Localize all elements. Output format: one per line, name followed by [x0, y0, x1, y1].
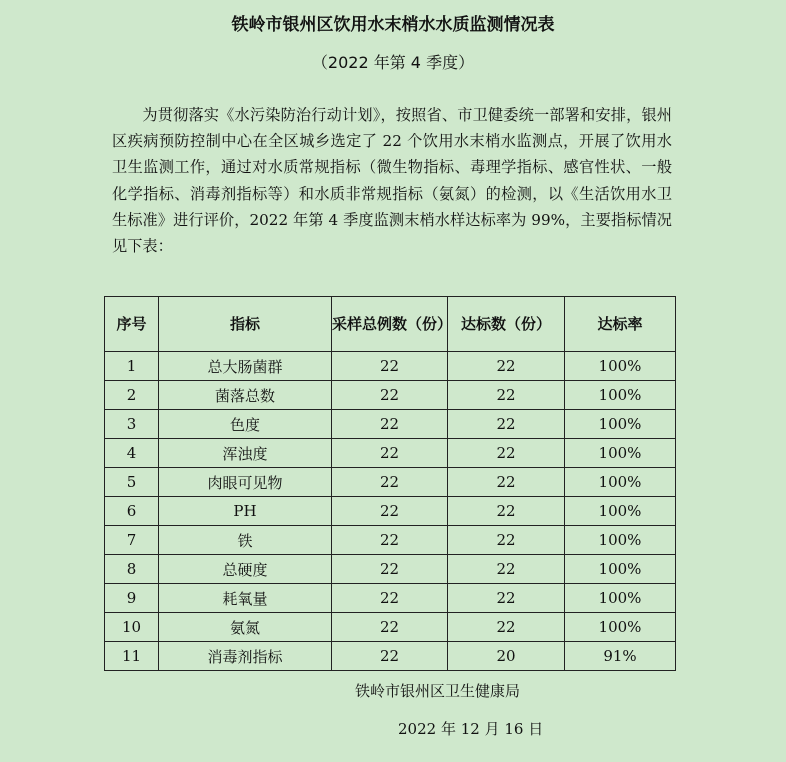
indicator-name: 铁	[159, 526, 332, 555]
passed-count: 22	[448, 410, 565, 439]
pass-rate: 100%	[565, 352, 676, 381]
indicator-name: 色度	[159, 410, 332, 439]
table-row	[105, 439, 676, 468]
document-title: 铁岭市银州区饮用水末梢水水质监测情况表	[231, 15, 555, 35]
indicator-name: PH	[159, 497, 332, 526]
row-number: 2	[105, 381, 159, 410]
sample-count: 22	[332, 410, 448, 439]
table-row	[105, 497, 676, 526]
indicator-name: 消毒剂指标	[159, 642, 332, 671]
table-row	[105, 613, 676, 642]
header-passed: 达标数（份）	[448, 297, 565, 352]
row-number: 5	[105, 468, 159, 497]
table-row	[105, 468, 676, 497]
row-number: 1	[105, 352, 159, 381]
sample-count: 22	[332, 642, 448, 671]
document-subtitle: （2022 年第 4 季度）	[311, 53, 475, 72]
pass-rate: 100%	[565, 584, 676, 613]
header-no: 序号	[105, 297, 159, 352]
header-indicator: 指标	[159, 297, 332, 352]
indicator-name: 浑浊度	[159, 439, 332, 468]
sample-count: 22	[332, 555, 448, 584]
table-row	[105, 642, 676, 671]
header-samples: 采样总例数（份）	[332, 297, 448, 352]
row-number: 6	[105, 497, 159, 526]
passed-count: 22	[448, 468, 565, 497]
indicator-name: 总硬度	[159, 555, 332, 584]
row-number: 7	[105, 526, 159, 555]
indicator-name: 耗氧量	[159, 584, 332, 613]
pass-rate: 100%	[565, 497, 676, 526]
sample-count: 22	[332, 352, 448, 381]
table-row	[105, 584, 676, 613]
passed-count: 22	[448, 497, 565, 526]
intro-paragraph: 为贯彻落实《水污染防治行动计划》，按照省、市卫健委统一部署和安排，银州区疾病预防控制中心在全区城乡选定了 22 个饮用水末梢水监测点，开展了饮用水卫生监测工作，通过对水质常规指标（微生物指标、毒理学指标、感官性状、一般化学指标、消毒剂指标等）和水质非常规指标（氨氮）的检测，以《生活饮用水卫生标准》进行评价，2022 年第 4 季度监测末梢水样达标率为 99%，主要指标情况见下表：	[112, 106, 672, 256]
sample-count: 22	[332, 439, 448, 468]
sample-count: 22	[332, 526, 448, 555]
table-row	[105, 352, 676, 381]
pass-rate: 100%	[565, 381, 676, 410]
table-header-row	[105, 297, 676, 352]
indicator-name: 氨氮	[159, 613, 332, 642]
sample-count: 22	[332, 584, 448, 613]
passed-count: 22	[448, 584, 565, 613]
signature-date: 2022 年 12 月 16 日	[398, 720, 544, 738]
pass-rate: 100%	[565, 526, 676, 555]
passed-count: 20	[448, 642, 565, 671]
table-row	[105, 555, 676, 584]
sample-count: 22	[332, 497, 448, 526]
row-number: 3	[105, 410, 159, 439]
pass-rate: 100%	[565, 410, 676, 439]
pass-rate: 91%	[565, 642, 676, 671]
pass-rate: 100%	[565, 468, 676, 497]
passed-count: 22	[448, 381, 565, 410]
table-row	[105, 526, 676, 555]
sample-count: 22	[332, 613, 448, 642]
indicator-name: 肉眼可见物	[159, 468, 332, 497]
row-number: 4	[105, 439, 159, 468]
table-row	[105, 381, 676, 410]
sample-count: 22	[332, 468, 448, 497]
passed-count: 22	[448, 613, 565, 642]
signature-organization: 铁岭市银州区卫生健康局	[355, 682, 521, 700]
sample-count: 22	[332, 381, 448, 410]
row-number: 10	[105, 613, 159, 642]
pass-rate: 100%	[565, 555, 676, 584]
row-number: 11	[105, 642, 159, 671]
table-row	[105, 410, 676, 439]
passed-count: 22	[448, 555, 565, 584]
passed-count: 22	[448, 352, 565, 381]
indicator-name: 菌落总数	[159, 381, 332, 410]
indicator-name: 总大肠菌群	[159, 352, 332, 381]
pass-rate: 100%	[565, 439, 676, 468]
passed-count: 22	[448, 526, 565, 555]
pass-rate: 100%	[565, 613, 676, 642]
row-number: 8	[105, 555, 159, 584]
monitoring-table	[104, 296, 676, 671]
row-number: 9	[105, 584, 159, 613]
header-rate: 达标率	[565, 297, 676, 352]
passed-count: 22	[448, 439, 565, 468]
